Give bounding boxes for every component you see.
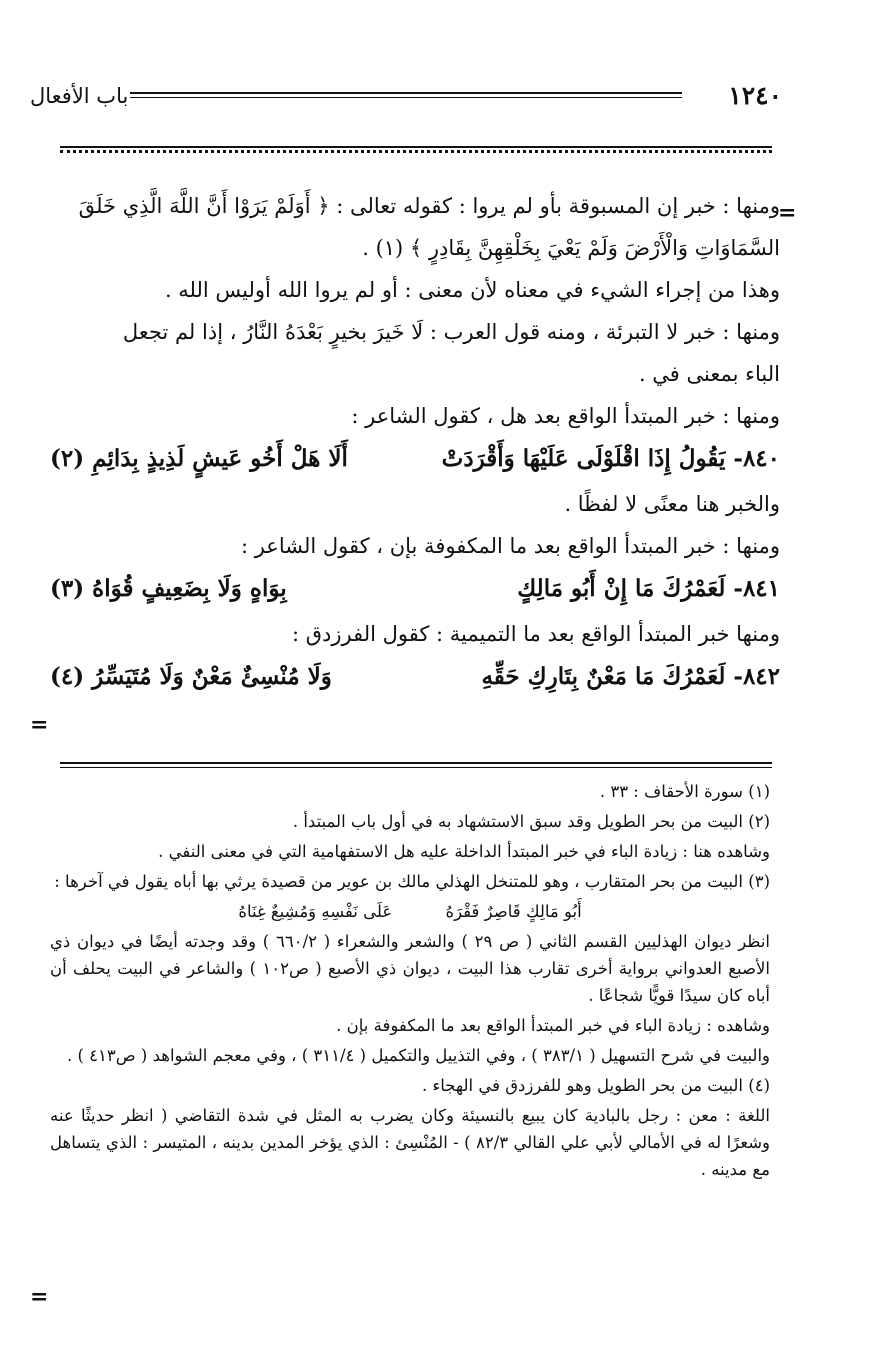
footnote-3-sources: انظر ديوان الهذليين القسم الثاني ( ص ٢٩ ) والشعر والشعراء ( ٦٦٠/٢ ) وقد وجدته أيضًا في ديوان ذي الأصبع العدواني برواية أخرى تقارب هذا البيت ، ديوان ذي الأصبع ( ص١٠٢ ) والشاعر في البيت يحلف أن أباه كان سيدًا قويًّا شجاعًا . [50,932,771,1005]
paragraph-2: وهذا من إجراء الشيء في معناه لأن معنى : أو لم يروا الله أوليس الله . [164,278,780,302]
footnote-3-references: والبيت في شرح التسهيل ( ٣٨٣/١ ) ، وفي التذييل والتكميل ( ٣١١/٤ ) ، وفي معجم الشواهد ( ص٤١٣ ) . [66,1046,770,1065]
top-rule [60,146,772,148]
footnote-3-evidence: وشاهده : زيادة الباء في خبر المبتدأ الواقع بعد ما المكفوفة بإن . [336,1016,770,1035]
verse-842-first-hemistich: ٨٤٢- لَعَمْرُكَ مَا مَعْنٌ بِتَارِكِ حَقِّهِ [481,663,780,690]
footnote-3-verse-second: عَلَى نَفْسِهِ وَمُشِيعٌ غِنَاهُ [238,902,393,921]
header-double-rule [130,92,682,98]
verse-840-first-hemistich: ٨٤٠- يَقُولُ إِذَا اقْلَوْلَى عَلَيْهَا وَأَقْرَدَتْ [441,445,780,472]
footnote-rule [60,762,772,764]
page-header [30,78,782,114]
page-number: ١٢٤٠ [728,81,782,110]
continuation-marker-right: = [778,200,797,226]
continuation-marker-left: = [30,712,49,738]
footnote-4: (٤) البيت من بحر الطويل وهو للفرزدق في الهجاء . [421,1076,770,1095]
footnote-2: (٢) البيت من بحر الطويل وقد سبق الاستشهاد به في أول باب المبتدأ . [292,812,770,831]
footnote-3-verse [50,898,770,925]
paragraph-1-line-1: ومنها : خبر إن المسبوقة بأو لم يروا : كقوله تعالى : ﴿ أَوَلَمْ يَرَوْا أَنَّ اللَّهَ الَّذِي خَلَقَ [78,194,780,218]
paragraph-6: ومنها : خبر المبتدأ الواقع بعد ما المكفوفة بإن ، كقول الشاعر : [240,534,780,558]
verse-841 [50,572,780,606]
footnote-1: (١) سورة الأحقاف : ٣٣ . [599,782,770,801]
paragraph-7: ومنها خبر المبتدأ الواقع بعد ما التميمية : كقول الفرزدق : [291,622,780,646]
paragraph-3-line-1: ومنها : خبر لا التبرئة ، ومنه قول العرب : لَا خَيرَ بخيرٍ بَعْدَهُ النَّارُ ، إذا لم تجعل [122,320,780,344]
footnote-2-evidence: وشاهده هنا : زيادة الباء في خبر المبتدأ الداخلة عليه هل الاستفهامية التي في معنى النفي . [158,842,770,861]
footnote-4-lexicon: اللغة : معن : رجل بالبادية كان يبيع بالنسيئة وكان يضرب به المثل في شدة التقاضي ( انظر حديثًا عنه وشعرًا له في الأمالي لأبي علي القالي ٨٢/٣ ) - المُنْسِئ : الذي يؤخر المدين بدينه ، المتيسر : الذي يتساهل مع مدينه . [50,1106,771,1179]
main-text [50,190,780,706]
footnotes [50,778,770,1186]
verse-842 [50,660,780,694]
verse-842-second-hemistich: وَلَا مُنْسِئٌ مَعْنٌ وَلَا مُتَيَسِّرُ (٤) [50,663,332,690]
paragraph-1-line-2: السَّمَاوَاتِ وَالْأَرْضَ وَلَمْ يَعْيَ بِخَلْقِهِنَّ بِقَادِرٍ ﴾ (١) . [362,236,780,260]
verse-840-second-hemistich: أَلَا هَلْ أَخُو عَيشٍ لَذِيذٍ بِدَائِمِ (٢) [50,445,348,472]
continuation-marker-bottom: = [30,1284,49,1310]
verse-840 [50,442,780,476]
footnote-3: (٣) البيت من بحر المتقارب ، وهو للمتنخل الهذلي مالك بن عوير من قصيدة يرثي بها أباه يقول في آخرها : [54,872,770,891]
dotted-separator [60,150,772,153]
footnote-rule-thin [60,767,772,768]
paragraph-5: والخبر هنا معنًى لا لفظًا . [564,492,780,516]
paragraph-4: ومنها : خبر المبتدأ الواقع بعد هل ، كقول الشاعر : [351,404,780,428]
paragraph-3-line-2: الباء بمعنى في . [638,362,780,386]
verse-841-first-hemistich: ٨٤١- لَعَمْرُكَ مَا إِنْ أَبُو مَالِكٍ [517,575,780,602]
chapter-title: باب الأفعال [30,84,129,108]
footnote-3-verse-first: أَبُو مَالِكٍ قَاصِرٌ فَقْرَهُ [445,902,582,921]
verse-841-second-hemistich: بِوَاهٍ وَلَا بِضَعِيفٍ قُوَاهُ (٣) [50,575,287,602]
